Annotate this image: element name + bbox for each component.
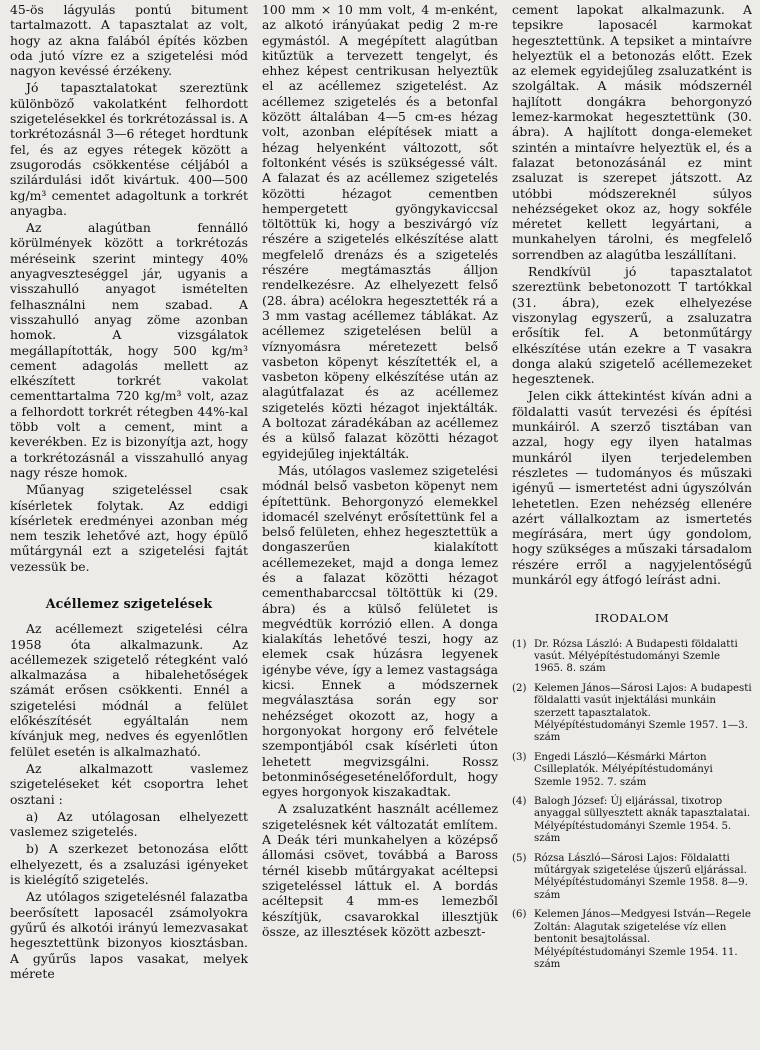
list-item-a: a) Az utólagosan elhelyezett vaslemez szigetelés. [10, 808, 248, 840]
references-heading: IRODALOM [594, 611, 670, 626]
text-column-right [512, 2, 752, 978]
text-column-left [10, 2, 248, 981]
paragraph: Jelen cikk áttekintést kíván adni a földalatti vasút tervezési és építési munkáiról. A szerző tisztában van azzal, hogy egy ilyen hatalmas munkáról ilyen terjedelemben részletes — tudományos és műszaki igényű — ismertetést adni úgyszólván lehetetlen. Ezen nehézség ellenére azért vállalkoztam az ismertetés megírására, mert úgy gondolom, hogy szükséges a műszaki társadalom részére erről a nagyjelentőségű munkáról egy átfogó leírást adni. [512, 388, 752, 587]
reference-item [512, 752, 752, 789]
paragraph: 100 mm × 10 mm volt, 4 m-enként, az alkotó irányúakat pedig 2 m-re egymástól. A megépített alagútban kitűztük a tervezett tengelyt, és ehhez képest centrikusan helyeztük el az acéllemez szigetelést. Az acéllemez szigetelés és a betonfal között általában 4—5 cm-es hézag volt, azonban elépítések miatt a hézag helyenként változott, sőt foltonként vésés is szükségessé vált. A falazat és az acéllemez szigetelés közötti hézagot cementben hempergetett gyöngykaviccsal töltöttük ki, hogy a beszivárgó víz részére a szigetelés elkészítése alatt megfelelő drenázs és a szigetelés részére megtámasztás álljon rendelkezésre. Az elhelyezett felső (28. ábra) acélokra hegesztették rá a 3 mm vastag acéllemez táblákat. Az acéllemez szigetelésen belül a víznyomásra méretezett belső vasbeton köpenyt készítették el, a vasbeton köpeny elkészítése után az alagútfalazat és az acéllemez szigetelés közti hézagot injektálták. A boltozat záradékában az acéllemez és a külső falazat közötti hézagot egyidejűleg injektálták. [262, 2, 498, 461]
paragraph: cement lapokat alkalmazunk. A tepsikre laposacél karmokat hegesztettünk. A tepsiket a mintaívre helyeztük el a betonozás előtt. Ezek az elemek egyidejűleg zsaluzatként is szolgáltak. A másik módszernél hajlított dongákra behorgonyzó lemez-karmokat hegesztettünk (30. ábra). A hajlított donga-elemeket szintén a mintaívre helyeztük el, és a falazat betonozásánál ez mint zsaluzat is szerepet játszott. Az utóbbi módszereknél súlyos nehézségeket okoz az, hogy sokféle méretet kellett legyártani, a munkahelyen tárolni, és megfelelő sorrendben az alagútba leszállítani. [512, 2, 752, 262]
reference-list [512, 639, 752, 972]
reference-item [512, 639, 752, 676]
reference-item [512, 796, 752, 846]
paragraph: Rendkívül jó tapasztalatot szereztünk bebetonozott T tartókkal (31. ábra), ezek elhelyezése viszonylag egyszerű, a zsaluzatra erősítik fel. A betonműtárgy elkészítése után ezekre a T vasakra donga alakú szigetelő acéllemezeket hegesztenek. [512, 264, 752, 387]
paragraph: Más, utólagos vaslemez szigetelési módnál belső vasbeton köpenyt nem építettünk. Behorgonyzó elemekkel idomacél szelvényt erősítettünk fel a belső felületen, ehhez hegesztettük a dongaszerűen kialakított acéllemezeket, majd a donga lemez és a falazat közötti hézagot cementhabarccsal töltöttük ki (29. ábra) és a külső felületet is megvédtük korrózió ellen. A donga kialakítás lehetővé teszi, hogy az elemek csak húzásra legyenek igénybe véve, így a lemez vastagsága kicsi. Ennek a módszernek megválasztása során egy sor nehézséget okozott az, hogy a horgonyokat horgony erő felvétele szempontjából csak kísérleti úton lehetett megvizsgálni. Rossz betonminőségeseténelőfordult, hogy egyes horgonyok kiszakadtak. [262, 462, 498, 800]
text-column-middle [262, 2, 498, 939]
paragraph: Az alagútban fennálló körülmények között a torkrétozás méréseink szerint mintegy 40% anyagveszteséggel jár, ugyanis a visszahulló anyagot ismételten felhasználni nem szabad. A visszahulló anyag zöme azonban homok. A vizsgálatok megállapították, hogy 500 kg/m³ cement adagolás mellett az elkészített torkrét vakolat cementtartalma 720 kg/m³ volt, azaz a felhordott torkrét rétegben 44%-kal több volt a cement, mint a keverékben. Ez is bizonyítja azt, hogy a torkrétozásnál a visszahulló anyag nagy része homok. [10, 220, 248, 480]
paragraph: Műanyag szigeteléssel csak kísérletek folytak. Az eddigi kísérletek eredményei azonban még nem teszik lehetővé azt, hogy épülő műtárgynál ezt a szigetelési fajtát vezessük be. [10, 482, 248, 574]
reference-number: (4) [512, 796, 527, 808]
reference-text: Balogh József: Új eljárással, tixotrop anyaggal süllyesztett aknák tapasztalatai. Mélyépítéstudományi Szemle 1954. 5. szám [534, 796, 751, 845]
paragraph: Az acéllemezt szigetelési célra 1958 óta alkalmazunk. Az acéllemezek szigetelő rétegként való alkalmazása a hibalehetőségek számát erősen csökkenti. Ennél a szigetelési módnál a felület előkészítését egyáltalán nem kívánjuk meg, nedves és egyenlőtlen felület esetén is alkalmazható. [10, 621, 248, 759]
list-item-b: b) A szerkezet betonozása előtt elhelyezett, és a zsaluzási igényeket is kielégítő szigetelés. [10, 841, 248, 888]
reference-text: Dr. Rózsa László: A Budapesti földalatti vasút. Mélyépítéstudományi Szemle 1965. 8. szám [534, 638, 738, 675]
reference-item [512, 853, 752, 903]
paragraph: 45-ös lágyulás pontú bitument tartalmazott. A tapasztalat az volt, hogy az akna falából építés közben oda jutó vízre ez a szigetelési mód nagyon kevéssé érzékeny. [10, 2, 248, 79]
section-heading: Acéllemez szigetelések [45, 595, 213, 611]
reference-number: (6) [512, 909, 527, 921]
reference-number: (2) [512, 682, 527, 694]
reference-item [512, 909, 752, 971]
reference-text: Kelemen János—Medgyesi István—Regele Zoltán: Alagutak szigetelése víz ellen bentonit besajtolással. Mélyépítéstudományi Szemle 1954. 11. szám [534, 909, 751, 970]
reference-item [512, 683, 752, 745]
reference-text: Engedi László—Késmárki Márton Csilleplatók. Mélyépítéstudományi Szemle 1952. 7. szám [534, 751, 713, 788]
paragraph: A zsaluzatként használt acéllemez szigetelésnek két változatát említem. A Deák téri munkahelyen a középső állomási csövet, továbbá a Baross térnél kisebb műtárgyakat acéltepsi szigeteléssel láttuk el. A bordás acéltepsit 4 mm-es lemezből készítjük, csavarokkal illesztjük össze, az illesztések között azbeszt- [262, 801, 498, 939]
reference-number: (5) [512, 852, 527, 864]
reference-number: (1) [512, 638, 527, 650]
paragraph: Az alkalmazott vaslemez szigeteléseket két csoportra lehet osztani : [10, 760, 248, 807]
paragraph: Jó tapasztalatokat szereztünk különböző vakolatként felhordott szigetelésekkel és torkrétozással is. A torkrétozásnál 3—6 réteget hordtunk fel, és az egyes rétegek között a zsugorodás csökkentése céljából a szilárdulási időt kivártuk. 400—500 kg/m³ cementet adagoltunk a torkrét anyagba. [10, 80, 248, 218]
paragraph: Az utólagos szigetelésnél falazatba beerősített laposacél zsámolyokra gyűrű és alkotói irányú lemezvasakat hegesztettünk bizonyos kiosztásban. A gyűrűs lapos vasakat, melyek mérete [10, 889, 248, 981]
reference-text: Rózsa László—Sárosi Lajos: Földalatti műtárgyak szigetelése újszerű eljárással. Mélyépítéstudományi Szemle 1958. 8—9. szám [534, 852, 748, 901]
reference-number: (3) [512, 751, 527, 763]
reference-text: Kelemen János—Sárosi Lajos: A budapesti földalatti vasút injektálási munkáin szerzett tapasztalatok. Mélyépítéstudományi Szemle 1957. 1—3. szám [534, 682, 752, 744]
